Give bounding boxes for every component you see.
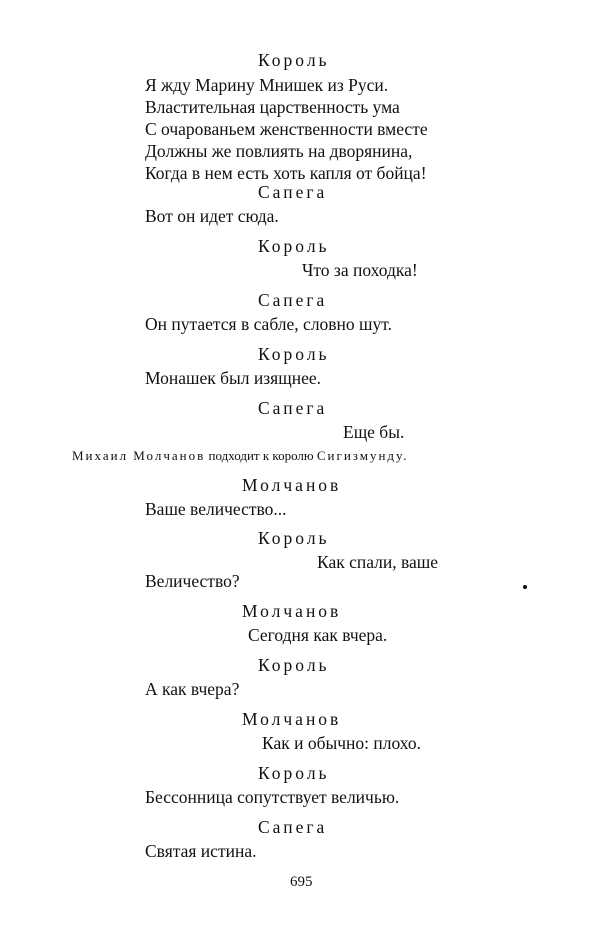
stage-direction-middle: подходит к королю: [208, 448, 314, 463]
king-speech-line-1: Я жду Марину Мнишек из Руси.: [145, 75, 389, 95]
speaker-molchanov-1: Молчанов: [242, 475, 342, 495]
king-speech-line-3: С очарованьем женственности вместе: [145, 119, 428, 139]
molchanov-line-1: Ваше величество...: [145, 499, 287, 519]
speaker-king-2: Король: [258, 236, 330, 256]
speaker-king-3: Король: [258, 344, 330, 364]
speaker-molchanov-3: Молчанов: [242, 709, 342, 729]
sapega-line-4: Святая истина.: [145, 841, 257, 861]
king-line-3: Монашек был изящнее.: [145, 368, 321, 388]
stage-direction-target: Сигизмунду.: [316, 448, 409, 463]
king-line-4b: Величество?: [145, 571, 240, 591]
speaker-sapega-3: Сапега: [258, 398, 328, 418]
speaker-molchanov-2: Молчанов: [242, 601, 342, 621]
ink-speck: [523, 585, 527, 589]
king-speech-line-5: Когда в нем есть хоть капля от бойца!: [145, 163, 427, 183]
king-line-2: Что за походка!: [302, 260, 418, 280]
king-line-5: А как вчера?: [145, 679, 240, 699]
speaker-sapega-4: Сапега: [258, 817, 328, 837]
molchanov-line-2: Сегодня как вчера.: [248, 625, 388, 645]
speaker-king-6: Король: [258, 763, 330, 783]
king-speech-line-2: Властительная царственность ума: [145, 97, 400, 117]
stage-direction: [72, 447, 408, 465]
speaker-king-4: Король: [258, 528, 330, 548]
speaker-sapega-2: Сапега: [258, 290, 328, 310]
sapega-line-3: Еще бы.: [343, 422, 405, 442]
speaker-sapega-1: Сапега: [258, 182, 328, 202]
speaker-king-5: Король: [258, 655, 330, 675]
king-line-4a: Как спали, ваше: [317, 552, 439, 572]
sapega-line-1: Вот он идет сюда.: [145, 206, 279, 226]
king-speech-line-4: Должны же повлиять на дворянина,: [145, 141, 413, 161]
king-line-6: Бессонница сопутствует величью.: [145, 787, 400, 807]
speaker-king-1: Король: [258, 50, 330, 70]
sapega-line-2: Он путается в сабле, словно шут.: [145, 314, 392, 334]
page-number: 695: [290, 874, 313, 890]
molchanov-line-3: Как и обычно: плохо.: [262, 733, 422, 753]
stage-direction-name: Михаил Молчанов: [72, 448, 206, 463]
